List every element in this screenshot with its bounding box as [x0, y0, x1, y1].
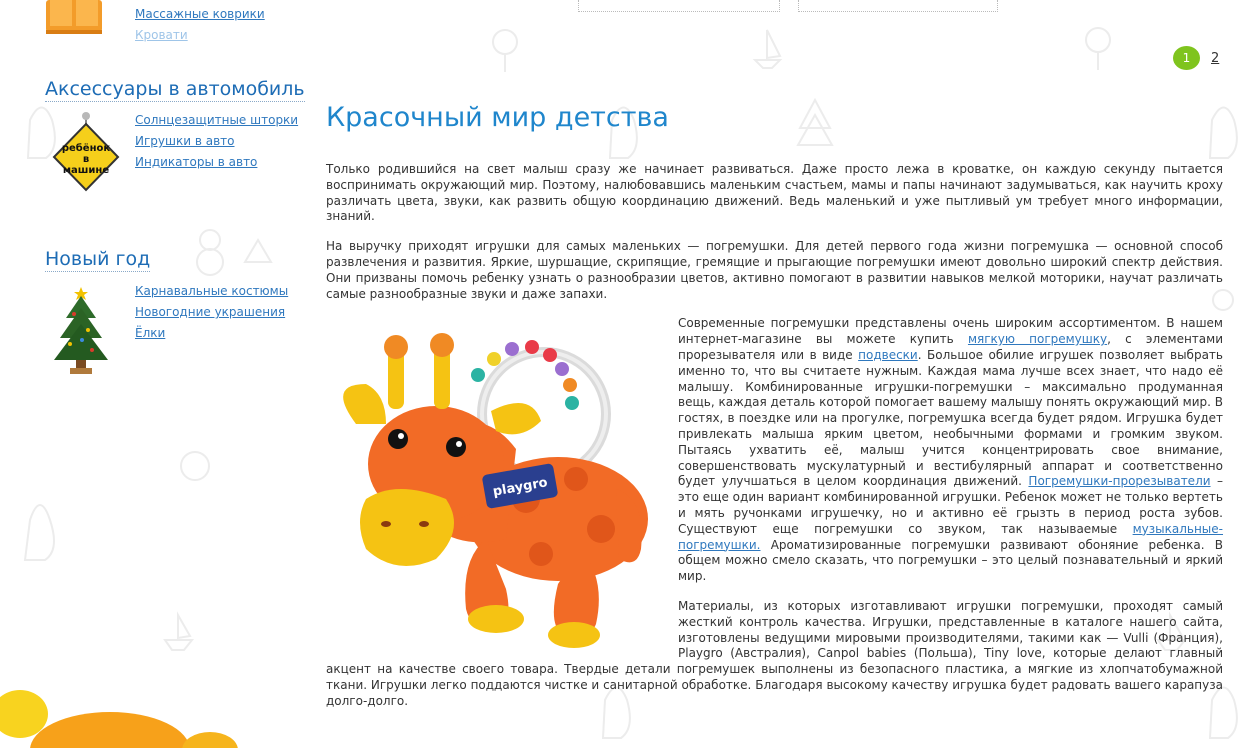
paragraph-rattles: На выручку приходят игрушки для самых маленьких — погремушки. Для детей первого года жизни погремушка — основной способ развлечения и развития. Яркие, шуршащие, скрипящие, гремящие и прыгающие погремушки имеют довольно широкий спектр действия. Они призваны помочь ребенку узнать о разнообразии цветов, активно помогают в развитии навыков мелкой моторики, научат различать самые разнообразные звуки и даже запахи. [326, 239, 1223, 301]
top-boxes [578, 0, 998, 14]
link-trees[interactable]: Ёлки [135, 326, 166, 340]
category-heading-car-accessories[interactable]: Аксессуары в автомобиль [45, 78, 305, 100]
page-current: 1 [1173, 46, 1200, 70]
assortment-text-4: – это еще один вариант комбинированной игрушки. Ребенок может не только вертеть и мять ручонками игрушечку, но и активно её грызть в период роста зубов. Существуют еще погремушки со звуком, так называемые [678, 474, 1223, 536]
link-car-indicators[interactable]: Индикаторы в авто [135, 155, 258, 169]
page-link-next[interactable]: 2 [1211, 50, 1220, 66]
christmas-tree-thumbnail [52, 284, 110, 376]
top-box-right [798, 0, 998, 12]
paragraph-materials: Материалы, из которых изготавливают игрушки погремушки, проходят самый жесткий контроль качества. Игрушки, представленные в каталоге нашего сайта, изготовлены ведущими мировыми производителями, такими как — Vulli (Франция), Playgro (Австралия), Canpol babies (Польша), Tiny love, которые делают главный акцент на качестве своего товара. Твердые детали погремушек выполнены из безопасного пластика, а мягкие из хлопчатобумажной ткани. Игрушки легко поддаются чистке и санитарной обработке. Благодаря высокому качеству игрушка будет радовать вашего карапуза долго-долго. [326, 598, 1223, 708]
assortment-text-3: . Большое обилие игрушек позволяет выбрать именно то, что вы считаете нужным. Каждая мама лучше всех знает, что надо её малышу. Комбинированные игрушки-погремушки – максимально продуманная вещь, каждая деталь которой помогает вашему малышу понять окружающий мир. В гостях, в поездке или на прогулке, погремушка всегда будет рядом. Игрушка будет привлекать малыша ярким цветом, необычными формами и громким звуком. Пытаясь ухватить её, малыш учится концентрировать свое внимание, совершенствовать мускулатурный и вестибулярный аппарат и соответственно будет улучшаться в целом координация движений. [678, 347, 1224, 489]
assortment-text-1: Современные погремушки представлены очень широким ассортиментом. В нашем интернет-магазине вы можете купить [678, 316, 1223, 347]
article [326, 95, 1223, 710]
link-sun-shades[interactable]: Солнцезащитные шторки [135, 113, 299, 127]
sidebar [0, 0, 305, 748]
bed-thumbnail [44, 0, 106, 38]
category-heading-new-year[interactable]: Новый год [45, 248, 151, 270]
assortment-text-2: , с элементами прорезывателя или в виде [678, 332, 1224, 362]
assortment-text-5: Ароматизированные погремушки развивают обоняние ребенка. В общем можно смело сказать, что погремушки – это целый познавательный и яркий мир. [678, 537, 1223, 584]
list-item [135, 281, 288, 302]
link-beds[interactable]: Кровати [135, 28, 188, 42]
sign-text-line-1: ребёнок [61, 143, 111, 154]
car-accessories-list [135, 110, 298, 173]
link-decorations[interactable]: Новогодние украшения [135, 305, 286, 319]
baby-on-board-sign [50, 112, 122, 194]
link-costumes[interactable]: Карнавальные костюмы [135, 284, 289, 298]
sign-text-line-2: в [82, 154, 90, 165]
giraffe-rattle-image [326, 319, 656, 654]
link-musical-rattles[interactable]: музыкальные-погремушки. [678, 521, 1223, 552]
list-item [135, 25, 265, 46]
link-teether-rattles[interactable]: Погремушки-прорезыватели [1028, 474, 1211, 489]
list-item [135, 323, 288, 344]
link-car-toys[interactable]: Игрушки в авто [135, 134, 235, 148]
corner-decoration [0, 688, 260, 748]
list-item [135, 302, 288, 323]
page-title: Красочный мир детства [326, 102, 669, 133]
pagination [1173, 46, 1219, 70]
list-item [135, 4, 265, 25]
top-box-left [578, 0, 780, 12]
link-pendants[interactable]: подвески [858, 347, 918, 362]
toy-brand-label: playgro [491, 475, 549, 501]
list-item [135, 152, 298, 173]
paragraph-intro: Только родившийся на свет малыш сразу же начинает развиваться. Даже просто лежа в кроватке, он каждую секунду пытается воспринимать окружающий мир. Поэтому, налюбовавшись маленьким счастьем, мамы и папы начинают задумываться, как научить кроху различать цвета, звуки, как развить общую координацию движений. Ведь маленький и уже пытливый ум требует много информации, знаний. [326, 162, 1223, 224]
link-soft-rattle[interactable]: мягкую погремушку [967, 332, 1108, 347]
sign-text-line-3: машине [62, 165, 110, 176]
top-category-list [135, 4, 265, 46]
new-year-list [135, 281, 288, 344]
link-massage-mats[interactable]: Массажные коврики [135, 7, 265, 21]
list-item [135, 110, 298, 131]
list-item [135, 131, 298, 152]
